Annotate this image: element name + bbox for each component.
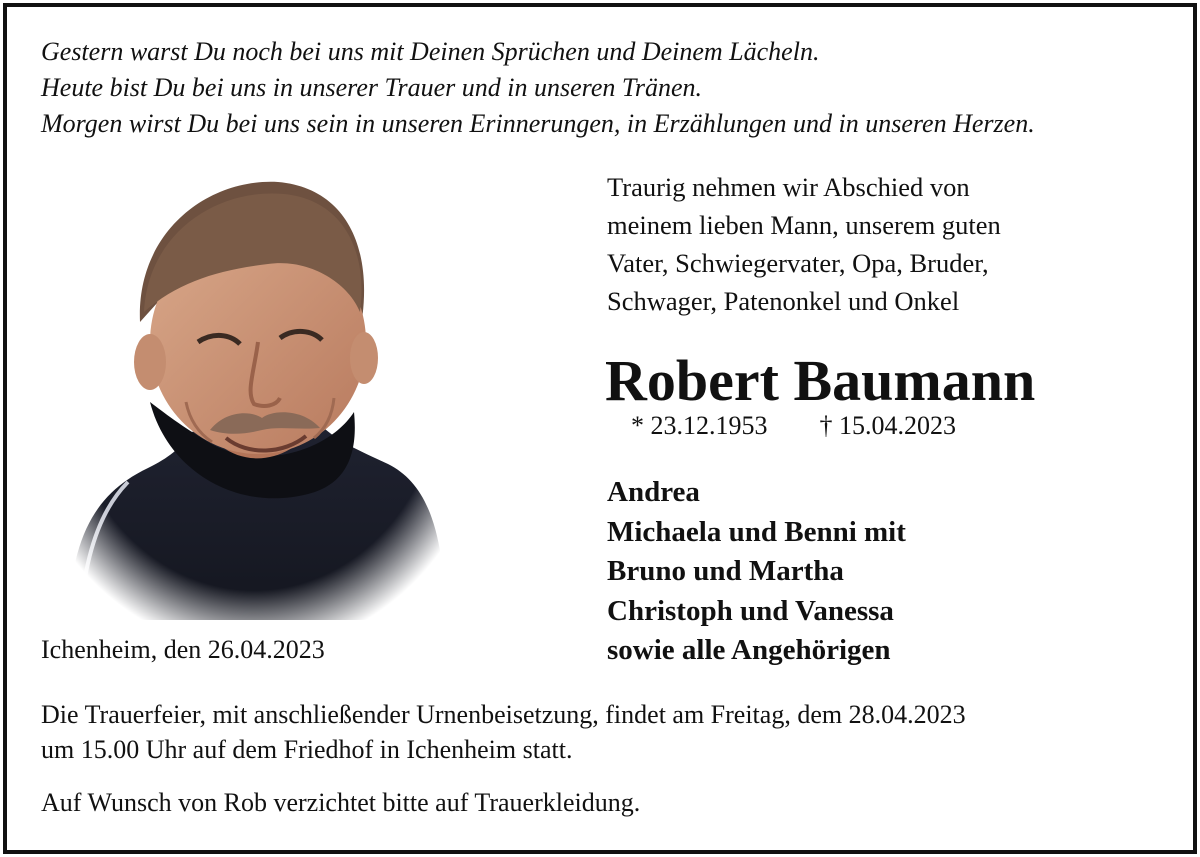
portrait-photo bbox=[58, 172, 450, 620]
family-names bbox=[607, 473, 906, 671]
intro-line-1: Traurig nehmen wir Abschied von bbox=[607, 172, 970, 202]
family-line-5: sowie alle Angehörigen bbox=[607, 634, 891, 666]
poem bbox=[41, 34, 1035, 142]
deceased-name: Robert Baumann bbox=[605, 348, 1036, 413]
poem-line-2: Heute bist Du bei uns in unserer Trauer und in unseren Tränen. bbox=[41, 73, 703, 102]
poem-line-1: Gestern warst Du noch bei uns mit Deinen Sprüchen und Deinem Lächeln. bbox=[41, 37, 820, 66]
death-date: † 15.04.2023 bbox=[819, 411, 956, 440]
place-and-date: Ichenheim, den 26.04.2023 bbox=[41, 635, 325, 664]
birth-date: * 23.12.1953 bbox=[631, 411, 768, 440]
dress-code-wish: Auf Wunsch von Rob verzichtet bitte auf Trauerkleidung. bbox=[41, 788, 641, 817]
ceremony-info bbox=[41, 697, 966, 767]
family-line-1: Andrea bbox=[607, 476, 700, 508]
family-line-2: Michaela und Benni mit bbox=[607, 515, 906, 548]
intro-line-4: Schwager, Patenonkel und Onkel bbox=[607, 286, 960, 316]
ceremony-line-2: um 15.00 Uhr auf dem Friedhof in Ichenheim statt. bbox=[41, 735, 573, 764]
family-line-3: Bruno und Martha bbox=[607, 555, 844, 587]
intro-line-2: meinem lieben Mann, unserem guten bbox=[607, 210, 1001, 240]
ceremony-line-1: Die Trauerfeier, mit anschließender Urnenbeisetzung, findet am Freitag, dem 28.04.2023 bbox=[41, 700, 966, 729]
intro-line-3: Vater, Schwiegervater, Opa, Bruder, bbox=[607, 248, 989, 278]
intro-text bbox=[607, 168, 1001, 320]
poem-line-3: Morgen wirst Du bei uns sein in unseren Erinnerungen, in Erzählungen und in unseren Herzen. bbox=[41, 109, 1035, 138]
life-dates bbox=[631, 409, 956, 443]
family-line-4: Christoph und Vanessa bbox=[607, 594, 894, 627]
